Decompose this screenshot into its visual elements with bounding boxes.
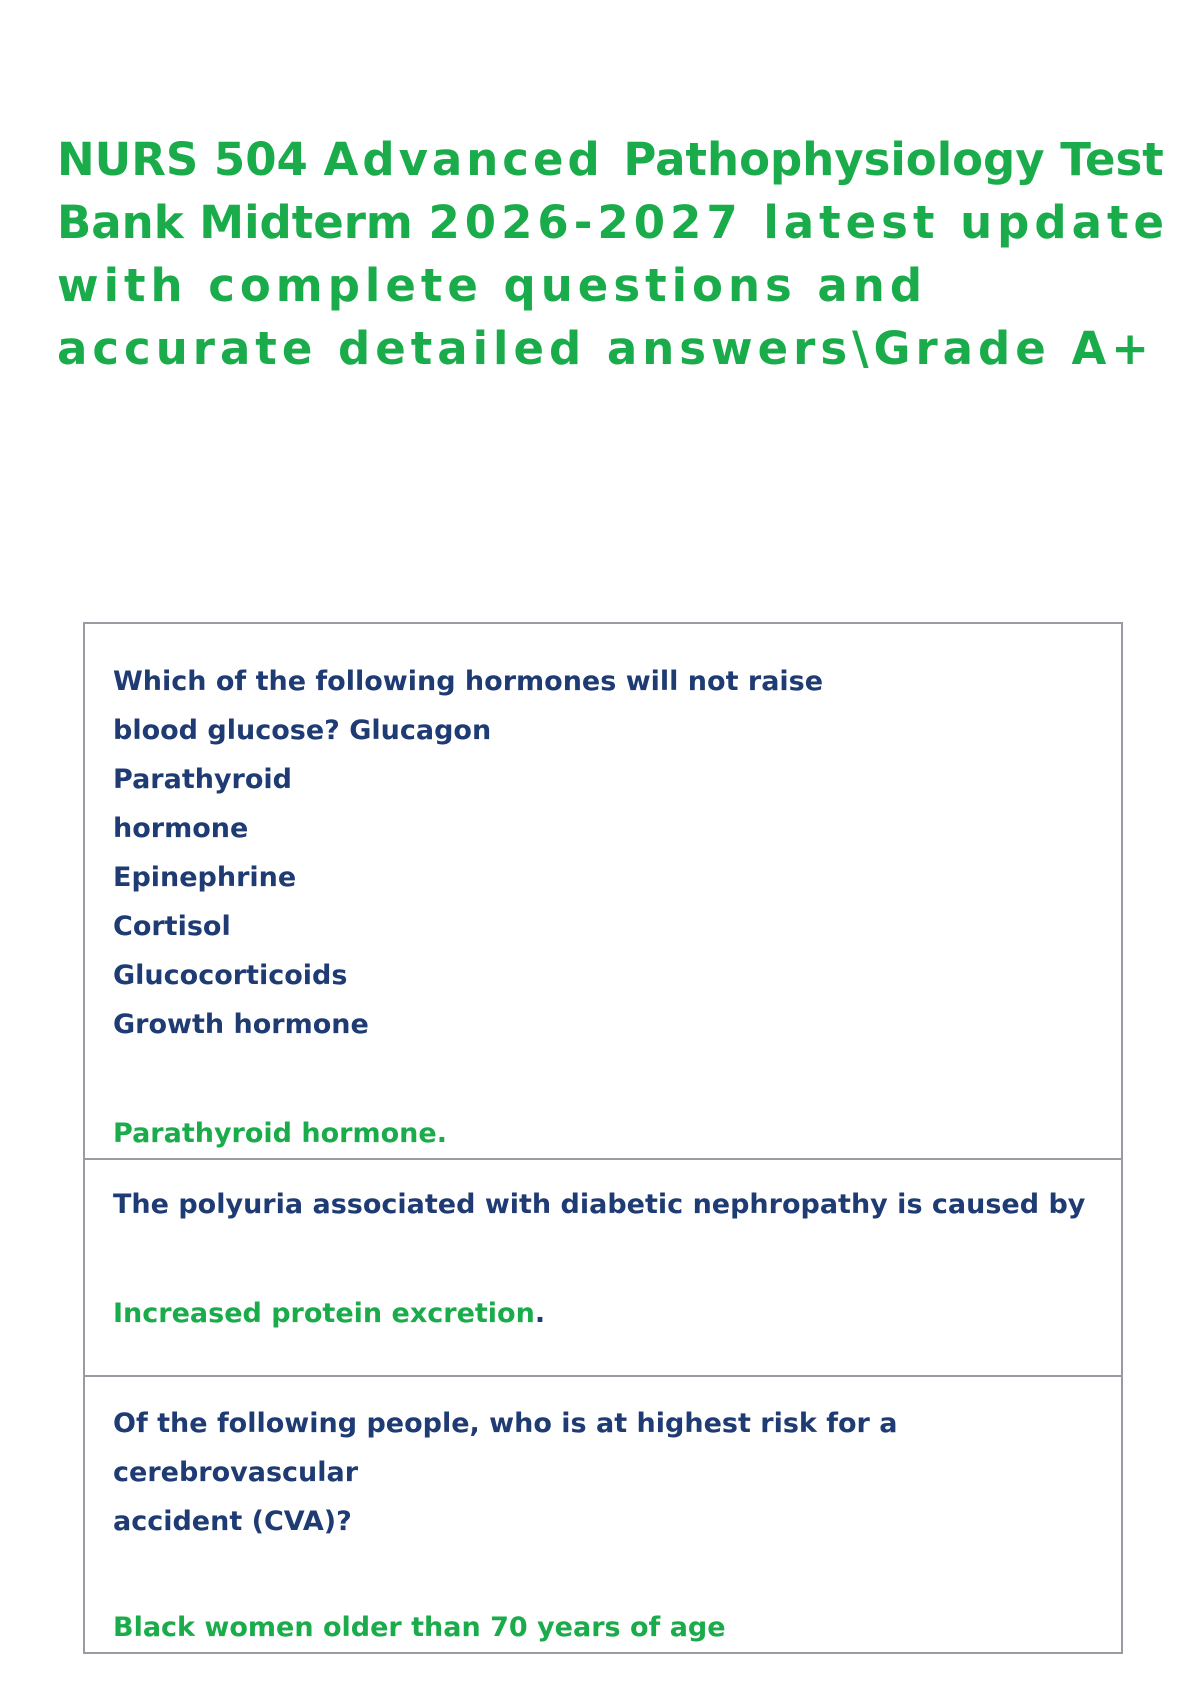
question-text	[113, 1377, 1093, 1546]
question-cell-2	[84, 1159, 1122, 1376]
option-line: Parathyroid	[113, 764, 292, 795]
answer-value: Black women older than 70 years of age	[113, 1612, 726, 1643]
question-line: blood glucose? Glucagon	[113, 715, 492, 746]
question-cell-3	[84, 1376, 1122, 1653]
table-row	[84, 1159, 1122, 1376]
question-text	[113, 624, 1093, 1049]
answer-trailing: .	[534, 1298, 546, 1329]
question-line: The polyuria associated with diabetic nephropathy is caused by	[113, 1189, 1086, 1220]
question-line: Which of the following hormones will not raise	[113, 666, 824, 697]
title-part-course: NURS 504	[57, 133, 324, 186]
option-line: Epinephrine	[113, 862, 297, 893]
question-cell-1	[84, 623, 1122, 1159]
question-line: Of the following people, who is at highest risk for a cerebrovascular	[113, 1408, 898, 1488]
option-line: hormone	[113, 813, 249, 844]
option-line: Growth hormone	[113, 1009, 369, 1040]
title-part-subject: Pathophysiology Test Bank Midterm	[57, 133, 1164, 249]
option-line: Cortisol	[113, 911, 231, 942]
answer-text	[113, 1109, 1093, 1158]
question-line: accident (CVA)?	[113, 1506, 352, 1537]
table-row	[84, 623, 1122, 1159]
answer-text	[113, 1289, 1093, 1338]
title-part-details: 2026-2027 latest update with complete questions and accurate detailed answers\Grade A+	[57, 196, 1169, 375]
answer-text	[113, 1603, 1093, 1652]
document-title	[57, 128, 1177, 380]
title-part-advanced: Advanced	[323, 133, 624, 186]
question-table	[83, 622, 1123, 1654]
answer-value: Parathyroid hormone.	[113, 1118, 447, 1149]
answer-value: Increased protein excretion	[113, 1298, 535, 1329]
table-row	[84, 1376, 1122, 1653]
question-text	[113, 1160, 1093, 1229]
option-line: Glucocorticoids	[113, 960, 348, 991]
